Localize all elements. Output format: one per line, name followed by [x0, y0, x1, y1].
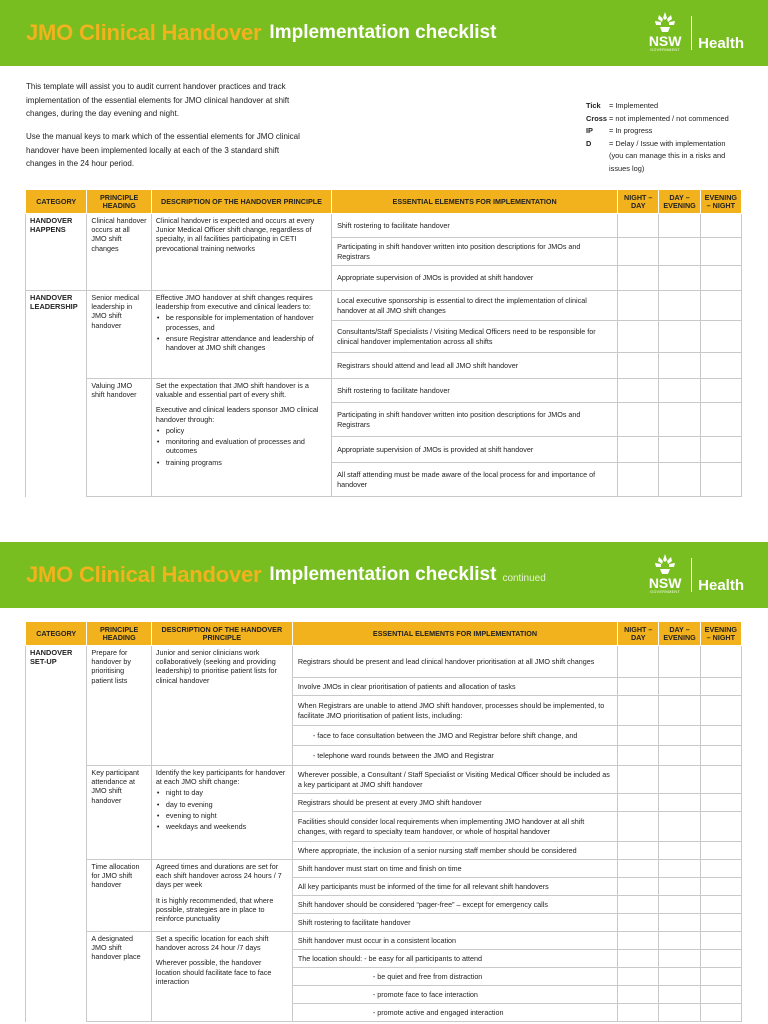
status-cell-evening-night[interactable]	[700, 842, 741, 860]
header-row	[26, 190, 742, 214]
status-cell-day-evening[interactable]	[659, 1004, 700, 1022]
status-cell-day-evening[interactable]	[659, 353, 700, 379]
page-2	[0, 542, 768, 1017]
table-row	[26, 932, 742, 950]
status-cell-evening-night[interactable]	[700, 914, 741, 932]
description-bullet: • day to evening	[156, 800, 288, 809]
status-cell-evening-night[interactable]	[700, 986, 741, 1004]
status-cell-night-day[interactable]	[618, 403, 659, 437]
status-cell-day-evening[interactable]	[659, 437, 700, 463]
essential-element: Registrars should be present and lead clinical handover prioritisation at all JMO shift changes	[292, 646, 617, 678]
status-cell-day-evening[interactable]	[659, 678, 700, 696]
government-wordmark: GOVERNMENT	[650, 590, 681, 594]
essential-element: Shift handover must occur in a consistent location	[292, 932, 617, 950]
status-cell-evening-night[interactable]	[700, 437, 741, 463]
description-bullet: • policy	[156, 426, 327, 435]
status-cell-evening-night[interactable]	[700, 932, 741, 950]
description-bullet: • evening to night	[156, 811, 288, 820]
essential-sub-element: - face to face consultation between the JMO and Registrar before shift change, and	[292, 726, 617, 746]
status-cell-night-day[interactable]	[618, 214, 659, 238]
table-row	[26, 379, 742, 403]
status-cell-evening-night[interactable]	[700, 353, 741, 379]
description-bullet: • night to day	[156, 788, 288, 797]
status-cell-day-evening[interactable]	[659, 986, 700, 1004]
header-principle: PRINCIPLE HEADING	[87, 190, 151, 214]
status-cell-night-day[interactable]	[618, 1004, 659, 1022]
essential-element: Shift rostering to facilitate handover	[332, 214, 618, 238]
status-cell-day-evening[interactable]	[659, 214, 700, 238]
essential-element: Facilities should consider local requirements when implementing JMO handover at all shift changes, with regard to specialty team handover, or whole of hospital handover	[292, 812, 617, 842]
status-cell-day-evening[interactable]	[659, 379, 700, 403]
essential-element: Shift handover must start on time and finish on time	[292, 860, 617, 878]
principle-cell: Prepare for handover by prioritising patient lists	[87, 646, 151, 766]
essential-element: All key participants must be informed of the time for all relevant shift handovers	[292, 878, 617, 896]
nsw-wordmark: NSW	[648, 575, 682, 591]
principle-cell: Key participant attendance at JMO shift handover	[87, 766, 151, 860]
essential-element: Involve JMOs in clear prioritisation of patients and allocation of tasks	[292, 678, 617, 696]
header-description: DESCRIPTION OF THE HANDOVER PRINCIPLE	[151, 622, 292, 646]
essential-element: Shift rostering to facilitate handover	[332, 379, 618, 403]
essential-element: Participating in shift handover written into position descriptions for JMOs and Registrars	[332, 403, 618, 437]
essential-element: Shift rostering to facilitate handover	[292, 914, 617, 932]
description-bullet: • weekdays and weekends	[156, 822, 288, 831]
status-cell-night-day[interactable]	[618, 646, 659, 678]
description-text: Set a specific location for each shift handover across 24 hour /7 days	[155, 934, 269, 953]
header-night-day: NIGHT – DAY	[618, 622, 659, 646]
status-cell-night-day[interactable]	[618, 238, 659, 266]
essential-element: Where appropriate, the inclusion of a senior nursing staff member should be considered	[292, 842, 617, 860]
category-handover-happens: HANDOVER HAPPENS	[26, 214, 87, 291]
status-cell-evening-night[interactable]	[700, 1004, 741, 1022]
description-cell	[151, 379, 331, 497]
essential-element: Registrars should be present at every JMO shift handover	[292, 794, 617, 812]
essential-element: When Registrars are unable to attend JMO shift handover, processes should be implemented, to facilitate JMO prioritisation of patient lists, including:	[292, 696, 617, 726]
status-cell-night-day[interactable]	[618, 986, 659, 1004]
status-cell-evening-night[interactable]	[700, 812, 741, 842]
waratah-icon	[650, 552, 680, 576]
page2-title-continued: continued	[502, 572, 546, 584]
status-cell-evening-night[interactable]	[700, 266, 741, 291]
status-cell-night-day[interactable]	[618, 678, 659, 696]
header-evening-night: EVENING – NIGHT	[700, 622, 741, 646]
status-cell-day-evening[interactable]	[659, 812, 700, 842]
page1-banner	[0, 0, 768, 66]
legend-key-tick: Tick	[586, 101, 601, 110]
status-cell-evening-night[interactable]	[700, 646, 741, 678]
description-bullet: • ensure Registrar attendance and leadership of handover at JMO shift changes	[156, 334, 327, 352]
description-cell: Junior and senior clinicians work collaboratively (seeking and providing leadership) to prioritise patient lists for clinical handover	[151, 646, 292, 766]
table-row	[26, 646, 742, 678]
status-cell-night-day[interactable]	[618, 291, 659, 321]
status-cell-evening-night[interactable]	[700, 746, 741, 766]
intro-paragraph-2: Use the manual keys to mark which of the essential elements for JMO clinical handover have been implemented locally at each of the 3 standard shift changes in the 24 hour period.	[26, 132, 300, 168]
principle-cell: Time allocation for JMO shift handover	[87, 860, 151, 932]
health-wordmark: Health	[698, 577, 744, 594]
status-cell-night-day[interactable]	[618, 696, 659, 726]
essential-element: All staff attending must be made aware of the local process for and importance of handover	[332, 463, 618, 497]
status-cell-night-day[interactable]	[618, 842, 659, 860]
page2-title-white: Implementation checklist	[269, 563, 497, 585]
status-cell-night-day[interactable]	[618, 950, 659, 968]
header-row	[26, 622, 742, 646]
essential-element: Shift handover should be considered “pager-free” – except for emergency calls	[292, 896, 617, 914]
category-handover-leadership: HANDOVER LEADERSHIP	[26, 291, 87, 497]
header-category: CATEGORY	[26, 622, 87, 646]
status-cell-evening-night[interactable]	[700, 766, 741, 794]
status-cell-day-evening[interactable]	[659, 766, 700, 794]
status-cell-evening-night[interactable]	[700, 726, 741, 746]
category-handover-setup: HANDOVER SET-UP	[26, 646, 87, 1022]
status-cell-day-evening[interactable]	[659, 968, 700, 986]
status-cell-evening-night[interactable]	[700, 403, 741, 437]
legend-value-d: = Delay / Issue with implementation (you can manage this in a risks and issues log)	[609, 138, 726, 173]
header-principle: PRINCIPLE HEADING	[87, 622, 151, 646]
intro-paragraph-1: This template will assist you to audit current handover practices and track implementation of the essential elements for JMO clinical handover at shift changes, during the day evening and night.	[26, 82, 290, 118]
header-description: DESCRIPTION OF THE HANDOVER PRINCIPLE	[151, 190, 331, 214]
status-cell-day-evening[interactable]	[659, 291, 700, 321]
logo-divider	[691, 16, 692, 50]
status-cell-night-day[interactable]	[618, 878, 659, 896]
status-cell-evening-night[interactable]	[700, 860, 741, 878]
table-row	[26, 766, 742, 794]
status-cell-evening-night[interactable]	[700, 214, 741, 238]
description-text: Effective JMO handover at shift changes requires leadership from executive and clinical leaders to:	[155, 293, 313, 312]
description-text: Wherever possible, the handover location should facilitate face to face interaction	[155, 958, 272, 986]
nsw-health-logo	[645, 10, 744, 53]
status-cell-day-evening[interactable]	[659, 696, 700, 726]
essential-sub-element: - promote active and engaged interaction	[292, 1004, 617, 1022]
status-cell-night-day[interactable]	[618, 932, 659, 950]
health-wordmark: Health	[698, 35, 744, 52]
header-evening-night: EVENING – NIGHT	[700, 190, 741, 214]
nsw-wordmark: NSW	[648, 33, 682, 49]
page1-title-white: Implementation checklist	[269, 21, 497, 43]
status-cell-day-evening[interactable]	[659, 794, 700, 812]
essential-sub-element: - be quiet and free from distraction	[292, 968, 617, 986]
status-cell-day-evening[interactable]	[659, 321, 700, 353]
legend-value-ip: = In progress	[609, 126, 653, 136]
status-cell-night-day[interactable]	[618, 437, 659, 463]
status-cell-evening-night[interactable]	[700, 794, 741, 812]
checklist-table-1	[25, 189, 742, 497]
status-cell-night-day[interactable]	[618, 266, 659, 291]
page1-title-orange: JMO Clinical Handover	[26, 19, 262, 45]
description-bullet: • monitoring and evaluation of processes and outcomes	[156, 437, 327, 455]
status-cell-night-day[interactable]	[618, 321, 659, 353]
header-essential: ESSENTIAL ELEMENTS FOR IMPLEMENTATION	[332, 190, 618, 214]
description-text: Agreed times and durations are set for each shift handover across 24 hours / 7 days per week	[155, 862, 282, 890]
header-category: CATEGORY	[26, 190, 87, 214]
status-cell-night-day[interactable]	[618, 812, 659, 842]
status-cell-night-day[interactable]	[618, 914, 659, 932]
status-cell-night-day[interactable]	[618, 463, 659, 497]
principle-cell: Valuing JMO shift handover	[87, 379, 151, 497]
header-essential: ESSENTIAL ELEMENTS FOR IMPLEMENTATION	[292, 622, 617, 646]
status-cell-evening-night[interactable]	[700, 463, 741, 497]
checklist-table-2	[25, 621, 742, 1022]
essential-element: Registrars should attend and lead all JMO shift handover	[332, 353, 618, 379]
status-cell-evening-night[interactable]	[700, 968, 741, 986]
status-cell-evening-night[interactable]	[700, 321, 741, 353]
status-cell-night-day[interactable]	[618, 896, 659, 914]
essential-element: Local executive sponsorship is essential to direct the implementation of clinical handover at all JMO shift changes	[332, 291, 618, 321]
status-cell-evening-night[interactable]	[700, 896, 741, 914]
nsw-health-logo	[645, 552, 744, 595]
header-day-evening: DAY – EVENING	[659, 190, 700, 214]
essential-element: Wherever possible, a Consultant / Staff Specialist or Visiting Medical Officer should be included as a key participant at JMO shift handover	[292, 766, 617, 794]
status-cell-night-day[interactable]	[618, 968, 659, 986]
status-cell-night-day[interactable]	[618, 746, 659, 766]
legend-key-cross: Cross	[586, 113, 607, 123]
status-cell-day-evening[interactable]	[659, 932, 700, 950]
status-cell-evening-night[interactable]	[700, 878, 741, 896]
essential-element: Consultants/Staff Specialists / Visiting Medical Officers need to be responsible for clinical handover implementation across all shifts	[332, 321, 618, 353]
description-text: Identify the key participants for handover at each JMO shift change:	[155, 768, 286, 787]
essential-element: Appropriate supervision of JMOs is provided at shift handover	[332, 266, 618, 291]
legend-value-cross: = not implemented / not commenced	[609, 113, 729, 123]
header-day-evening: DAY – EVENING	[659, 622, 700, 646]
description-text: Executive and clinical leaders sponsor JMO clinical handover through:	[155, 405, 319, 424]
status-cell-evening-night[interactable]	[700, 950, 741, 968]
status-cell-day-evening[interactable]	[659, 896, 700, 914]
status-cell-day-evening[interactable]	[659, 860, 700, 878]
status-cell-day-evening[interactable]	[659, 403, 700, 437]
status-cell-day-evening[interactable]	[659, 266, 700, 291]
essential-element: Appropriate supervision of JMOs is provided at shift handover	[332, 437, 618, 463]
description-text: It is highly recommended, that where possible, strategies are in place to reinforce punctuality	[155, 895, 274, 924]
principle-cell: Senior medical leadership in JMO shift handover	[87, 291, 151, 379]
table-row	[26, 214, 742, 238]
description-bullet: • be responsible for implementation of handover processes, and	[156, 313, 327, 331]
status-cell-evening-night[interactable]	[700, 291, 741, 321]
legend-key-d: D	[586, 138, 592, 148]
government-wordmark: GOVERNMENT	[650, 48, 681, 52]
essential-sub-element: - telephone ward rounds between the JMO and Registrar	[292, 746, 617, 766]
status-cell-day-evening[interactable]	[659, 238, 700, 266]
status-cell-day-evening[interactable]	[659, 726, 700, 746]
status-cell-night-day[interactable]	[618, 766, 659, 794]
table-row	[26, 291, 742, 321]
principle-cell: Clinical handover occurs at all JMO shift changes	[87, 214, 151, 291]
description-bullet: • training programs	[156, 458, 327, 467]
status-cell-night-day[interactable]	[618, 726, 659, 746]
description-cell	[151, 860, 292, 932]
page2-title-orange: JMO Clinical Handover	[26, 561, 262, 587]
status-cell-evening-night[interactable]	[700, 696, 741, 726]
logo-divider	[691, 558, 692, 592]
status-cell-evening-night[interactable]	[700, 678, 741, 696]
description-cell	[151, 291, 331, 379]
table-row	[26, 860, 742, 878]
page2-banner	[0, 542, 768, 608]
status-cell-day-evening[interactable]	[659, 914, 700, 932]
header-night-day: NIGHT – DAY	[618, 190, 659, 214]
status-cell-evening-night[interactable]	[700, 379, 741, 403]
status-cell-night-day[interactable]	[618, 379, 659, 403]
description-cell	[151, 932, 292, 1022]
legend-key-ip: IP	[586, 126, 593, 136]
status-cell-night-day[interactable]	[618, 794, 659, 812]
essential-element: The location should: - be easy for all participants to attend	[292, 950, 617, 968]
description-text: Set the expectation that JMO shift handover is a valuable and essential part of every shift.	[155, 381, 309, 400]
status-cell-day-evening[interactable]	[659, 878, 700, 896]
waratah-icon	[650, 10, 680, 34]
legend-value-tick: = Implemented	[609, 101, 659, 110]
status-cell-day-evening[interactable]	[659, 950, 700, 968]
principle-cell: A designated JMO shift handover place	[87, 932, 151, 1022]
legend	[586, 100, 768, 176]
essential-element: Participating in shift handover written into position descriptions for JMOs and Registrars	[332, 238, 618, 266]
status-cell-night-day[interactable]	[618, 860, 659, 878]
status-cell-day-evening[interactable]	[659, 842, 700, 860]
essential-sub-element: - promote face to face interaction	[292, 986, 617, 1004]
description-cell: Clinical handover is expected and occurs at every Junior Medical Officer shift change, regardless of specialty, in all facilities participating in CETI prevocational training networks	[151, 214, 331, 291]
status-cell-night-day[interactable]	[618, 353, 659, 379]
status-cell-day-evening[interactable]	[659, 463, 700, 497]
intro-section	[0, 66, 768, 189]
status-cell-evening-night[interactable]	[700, 238, 741, 266]
status-cell-day-evening[interactable]	[659, 646, 700, 678]
status-cell-day-evening[interactable]	[659, 746, 700, 766]
page-1	[0, 0, 768, 489]
description-cell	[151, 766, 292, 860]
